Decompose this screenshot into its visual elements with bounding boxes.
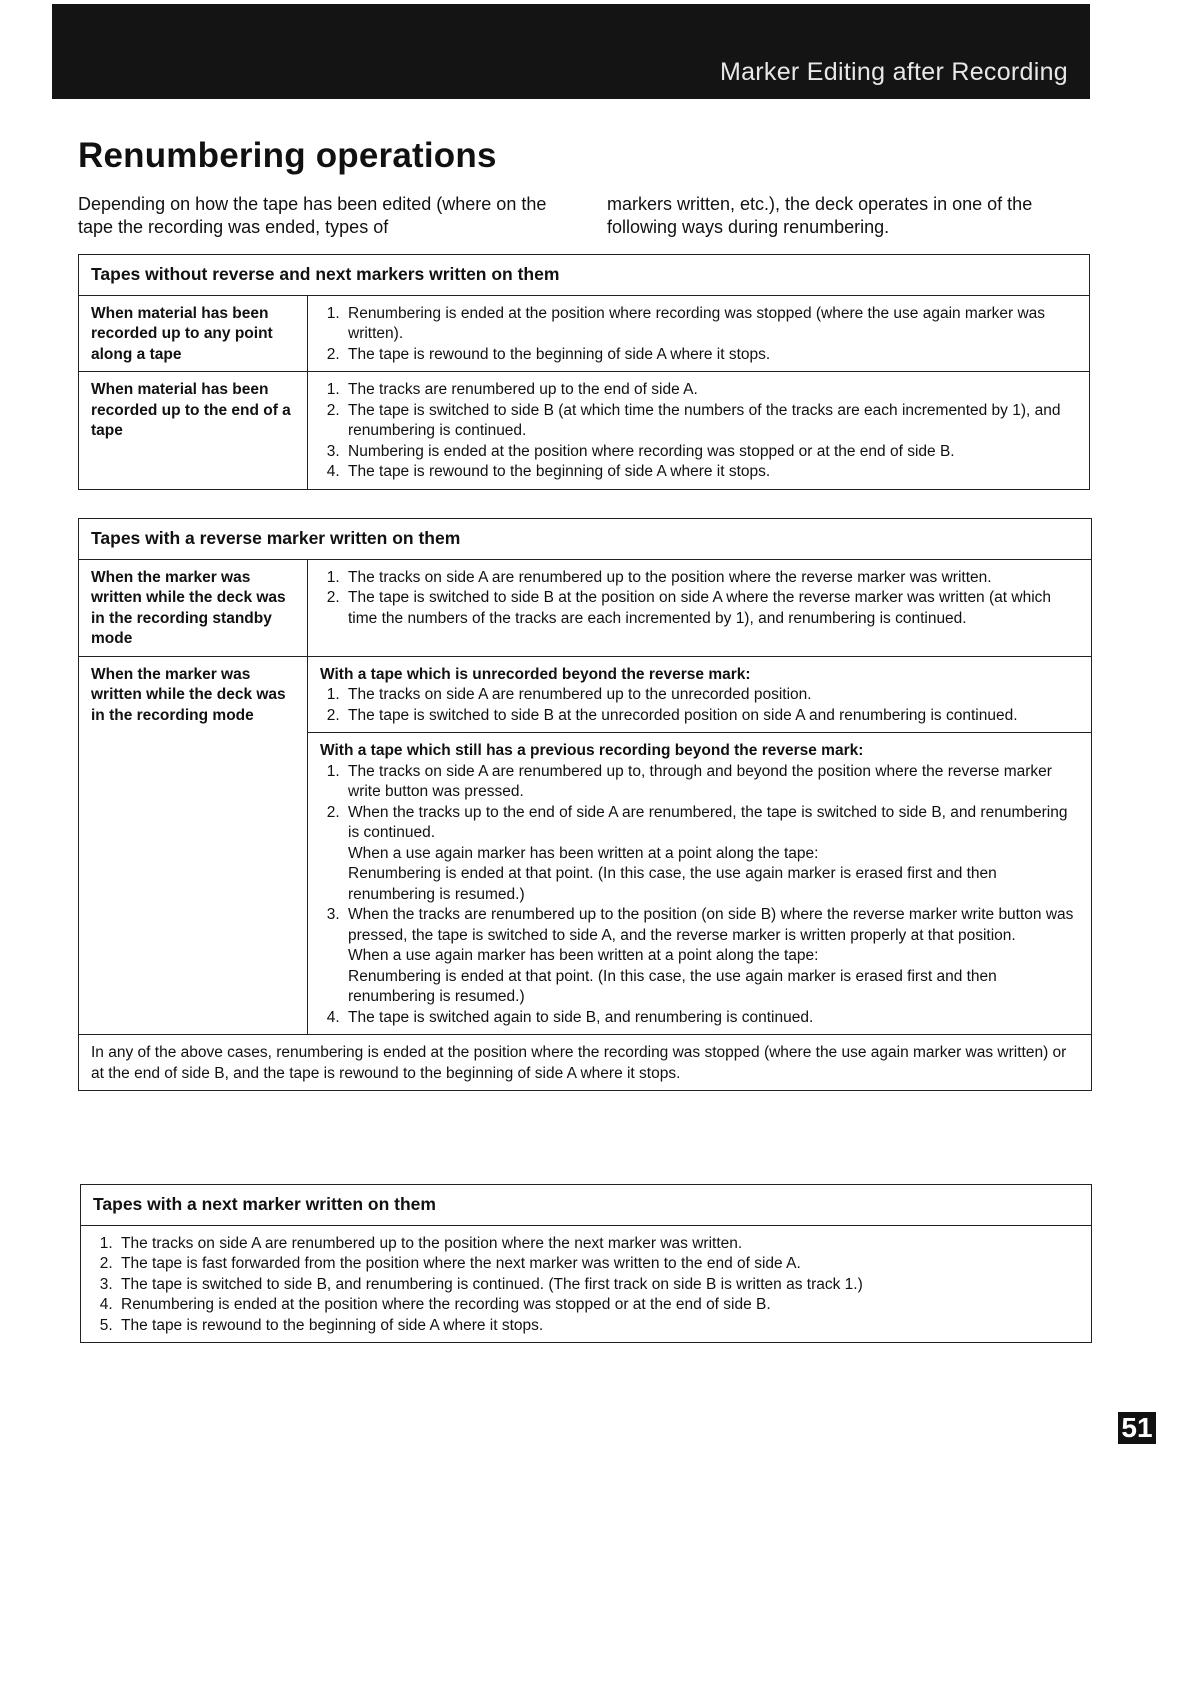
row-label: When the marker was written while the deck was in the recording standby mode bbox=[79, 559, 308, 656]
note-body: Renumbering is ended at that point. (In this case, the use again marker is erased first and then renumbering is resumed.) bbox=[348, 967, 997, 1005]
row-content bbox=[308, 559, 1092, 656]
note-heading: When a use again marker has been written at a point along the tape: bbox=[348, 947, 819, 964]
list-item: 1. Renumbering is ended at the position where recording was stopped (where the use again marker was written). bbox=[344, 304, 1079, 345]
list-item bbox=[344, 803, 1081, 906]
note-heading: When a use again marker has been written at a point along the tape: bbox=[348, 844, 819, 862]
case-heading: With a tape which is unrecorded beyond the reverse mark: bbox=[320, 665, 751, 683]
list-item: 1. The tracks on side A are renumbered up to the unrecorded position. bbox=[344, 685, 1081, 706]
list-item: 4. Renumbering is ended at the position where the recording was stopped or at the end of side B. bbox=[117, 1295, 1081, 1316]
row-label: When material has been recorded up to the end of a tape bbox=[79, 372, 308, 490]
table-heading: Tapes without reverse and next markers written on them bbox=[79, 255, 1090, 296]
row-label: When the marker was written while the deck was in the recording mode bbox=[79, 656, 308, 1035]
list-item bbox=[344, 905, 1081, 1008]
list-item: 2. The tape is fast forwarded from the position where the next marker was written to the end of side A. bbox=[117, 1254, 1081, 1275]
row-content bbox=[308, 372, 1090, 490]
table-footer-note: In any of the above cases, renumbering is ended at the position where the recording was stopped (where the use again marker was written) or at the end of side B, and the tape is rewound to the beginning of side A where it stops. bbox=[79, 1035, 1092, 1091]
item-text: When the tracks are renumbered up to the position (on side B) where the reverse marker write button was pressed, the tape is switched to side A, and the reverse marker is written properly at that position. bbox=[348, 906, 1074, 944]
intro-right: markers written, etc.), the deck operates in one of the following ways during renumbering. bbox=[607, 194, 1033, 237]
row-content bbox=[308, 295, 1090, 372]
row-label: When material has been recorded up to any point along a tape bbox=[79, 295, 308, 372]
list-item: 3. Numbering is ended at the position where recording was stopped or at the end of side B. bbox=[344, 442, 1079, 463]
note-body: Renumbering is ended at that point. (In this case, the use again marker is erased first and then renumbering is resumed.) bbox=[348, 865, 997, 903]
table-reverse-marker bbox=[78, 518, 1092, 1091]
list-item: 4. The tape is switched again to side B, and renumbering is continued. bbox=[344, 1008, 1081, 1029]
list-item: 1. The tracks on side A are renumbered up to the position where the reverse marker was written. bbox=[344, 568, 1081, 589]
row-content bbox=[308, 656, 1092, 733]
page-title: Renumbering operations bbox=[78, 136, 497, 175]
header-bar bbox=[52, 4, 1090, 99]
intro-left: Depending on how the tape has been edited (where on the tape the recording was ended, types of bbox=[78, 194, 547, 237]
page-number: 51 bbox=[1118, 1412, 1156, 1444]
list-item: 2. The tape is switched to side B at the position on side A where the reverse marker was written (at which time the numbers of the tracks are each incremented by 1), and renumbering is continued. bbox=[344, 588, 1081, 629]
table-row bbox=[79, 656, 1092, 733]
table-row bbox=[81, 1225, 1092, 1343]
table-heading: Tapes with a reverse marker written on them bbox=[79, 519, 1092, 560]
list-item: 5. The tape is rewound to the beginning of side A where it stops. bbox=[117, 1316, 1081, 1337]
list-item: 2. The tape is switched to side B (at which time the numbers of the tracks are each incremented by 1), and renumbering is continued. bbox=[344, 401, 1079, 442]
case-heading: With a tape which still has a previous recording beyond the reverse mark: bbox=[320, 742, 864, 759]
list-item: 1. The tracks on side A are renumbered up to, through and beyond the position where the reverse marker write button was pressed. bbox=[344, 762, 1081, 803]
header-title: Marker Editing after Recording bbox=[719, 58, 1068, 86]
list-item: 2. The tape is rewound to the beginning of side A where it stops. bbox=[344, 345, 1079, 366]
list-item: 1. The tracks are renumbered up to the end of side A. bbox=[344, 380, 1079, 401]
table-next-marker bbox=[80, 1184, 1092, 1343]
table-row bbox=[79, 559, 1092, 656]
list-item: 4. The tape is rewound to the beginning of side A where it stops. bbox=[344, 462, 1079, 483]
item-text: When the tracks up to the end of side A are renumbered, the tape is switched to side B, and renumbering is continued. bbox=[348, 803, 1068, 841]
list-item: 2. The tape is switched to side B at the unrecorded position on side A and renumbering is continued. bbox=[344, 706, 1081, 727]
table-row bbox=[79, 295, 1090, 372]
row-content bbox=[81, 1225, 1092, 1343]
list-item: 1. The tracks on side A are renumbered up to the position where the next marker was written. bbox=[117, 1234, 1081, 1255]
row-content bbox=[308, 733, 1092, 1035]
list-item: 3. The tape is switched to side B, and renumbering is continued. (The first track on side B is written as track 1.) bbox=[117, 1275, 1081, 1296]
table-row bbox=[79, 372, 1090, 490]
table-no-markers bbox=[78, 254, 1090, 490]
table-heading: Tapes with a next marker written on them bbox=[81, 1185, 1092, 1226]
